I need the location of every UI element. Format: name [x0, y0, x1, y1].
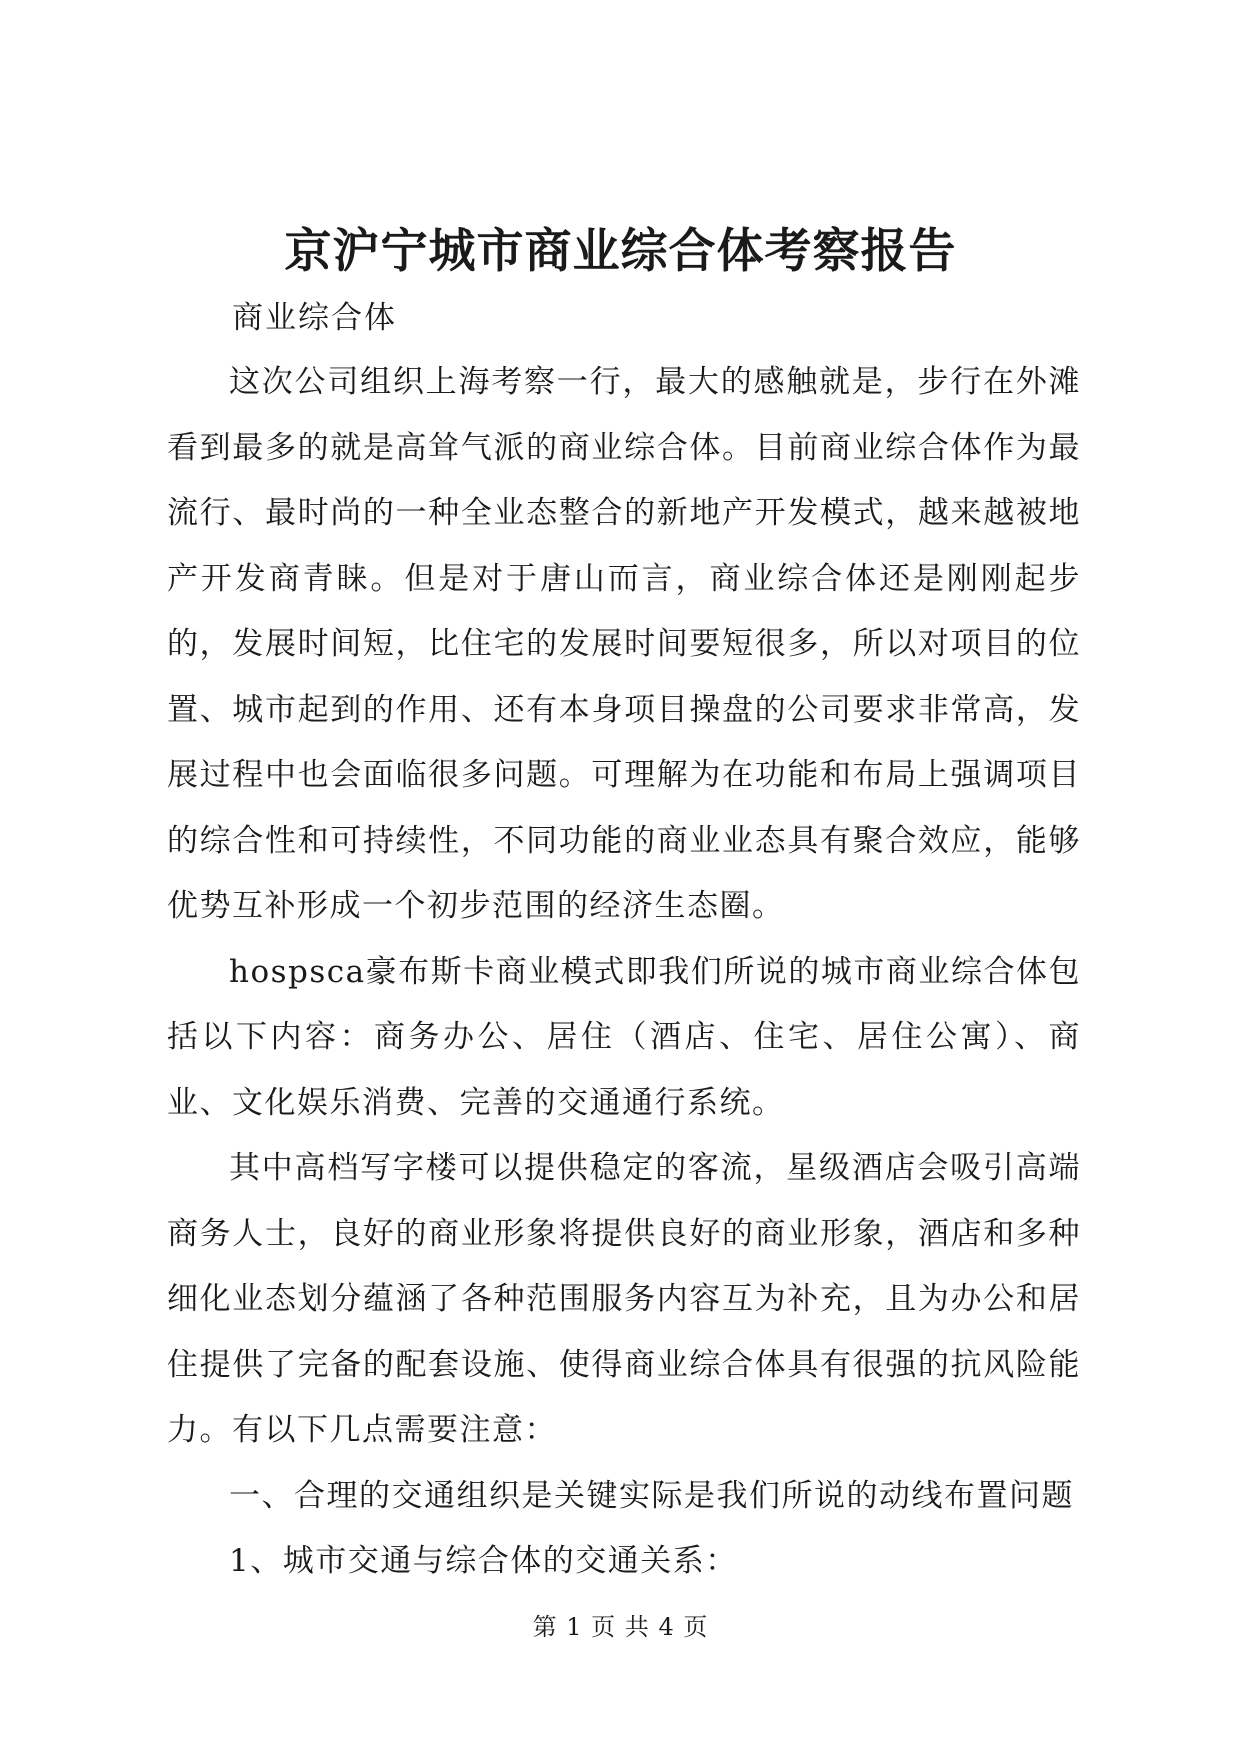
paragraph-office-hotel: 其中高档写字楼可以提供稳定的客流，星级酒店会吸引高端商务人士，良好的商业形象将提供良好的商业形象，酒店和多种细化业态划分蕴涵了各种范围服务内容互为补充，且为办公和居住提供了完备的配套设施、使得商业综合体具有很强的抗风险能力。有以下几点需要注意： [167, 1150, 1081, 1448]
paragraph-subsection-heading: 1、城市交通与综合体的交通关系： [229, 1543, 738, 1579]
page-number-footer: 第 1 页 共 4 页 [532, 1613, 709, 1641]
document-body [167, 350, 1081, 1595]
paragraph-intro: 这次公司组织上海考察一行，最大的感触就是，步行在外滩看到最多的就是高耸气派的商业综合体。目前商业综合体作为最流行、最时尚的一种全业态整合的新地产开发模式，越来越被地产开发商青睐。但是对于唐山而言，商业综合体还是刚刚起步的，发展时间短，比住宅的发展时间要短很多，所以对项目的位置、城市起到的作用、还有本身项目操盘的公司要求非常高，发展过程中也会面临很多问题。可理解为在功能和布局上强调项目的综合性和可持续性，不同功能的商业业态具有聚合效应，能够优势互补形成一个初步范围的经济生态圈。 [167, 364, 1081, 924]
paragraph-section-heading: 一、合理的交通组织是关键实际是我们所说的动线布置问题 [229, 1477, 1074, 1514]
document-subtitle: 商业综合体 [232, 300, 397, 336]
paragraph-hospsca: hospsca豪布斯卡商业模式即我们所说的城市商业综合体包括以下内容：商务办公、居住（酒店、住宅、居住公寓）、商业、文化娱乐消费、完善的交通通行系统。 [167, 953, 1081, 1121]
document-title: 京沪宁城市商业综合体考察报告 [284, 224, 957, 279]
